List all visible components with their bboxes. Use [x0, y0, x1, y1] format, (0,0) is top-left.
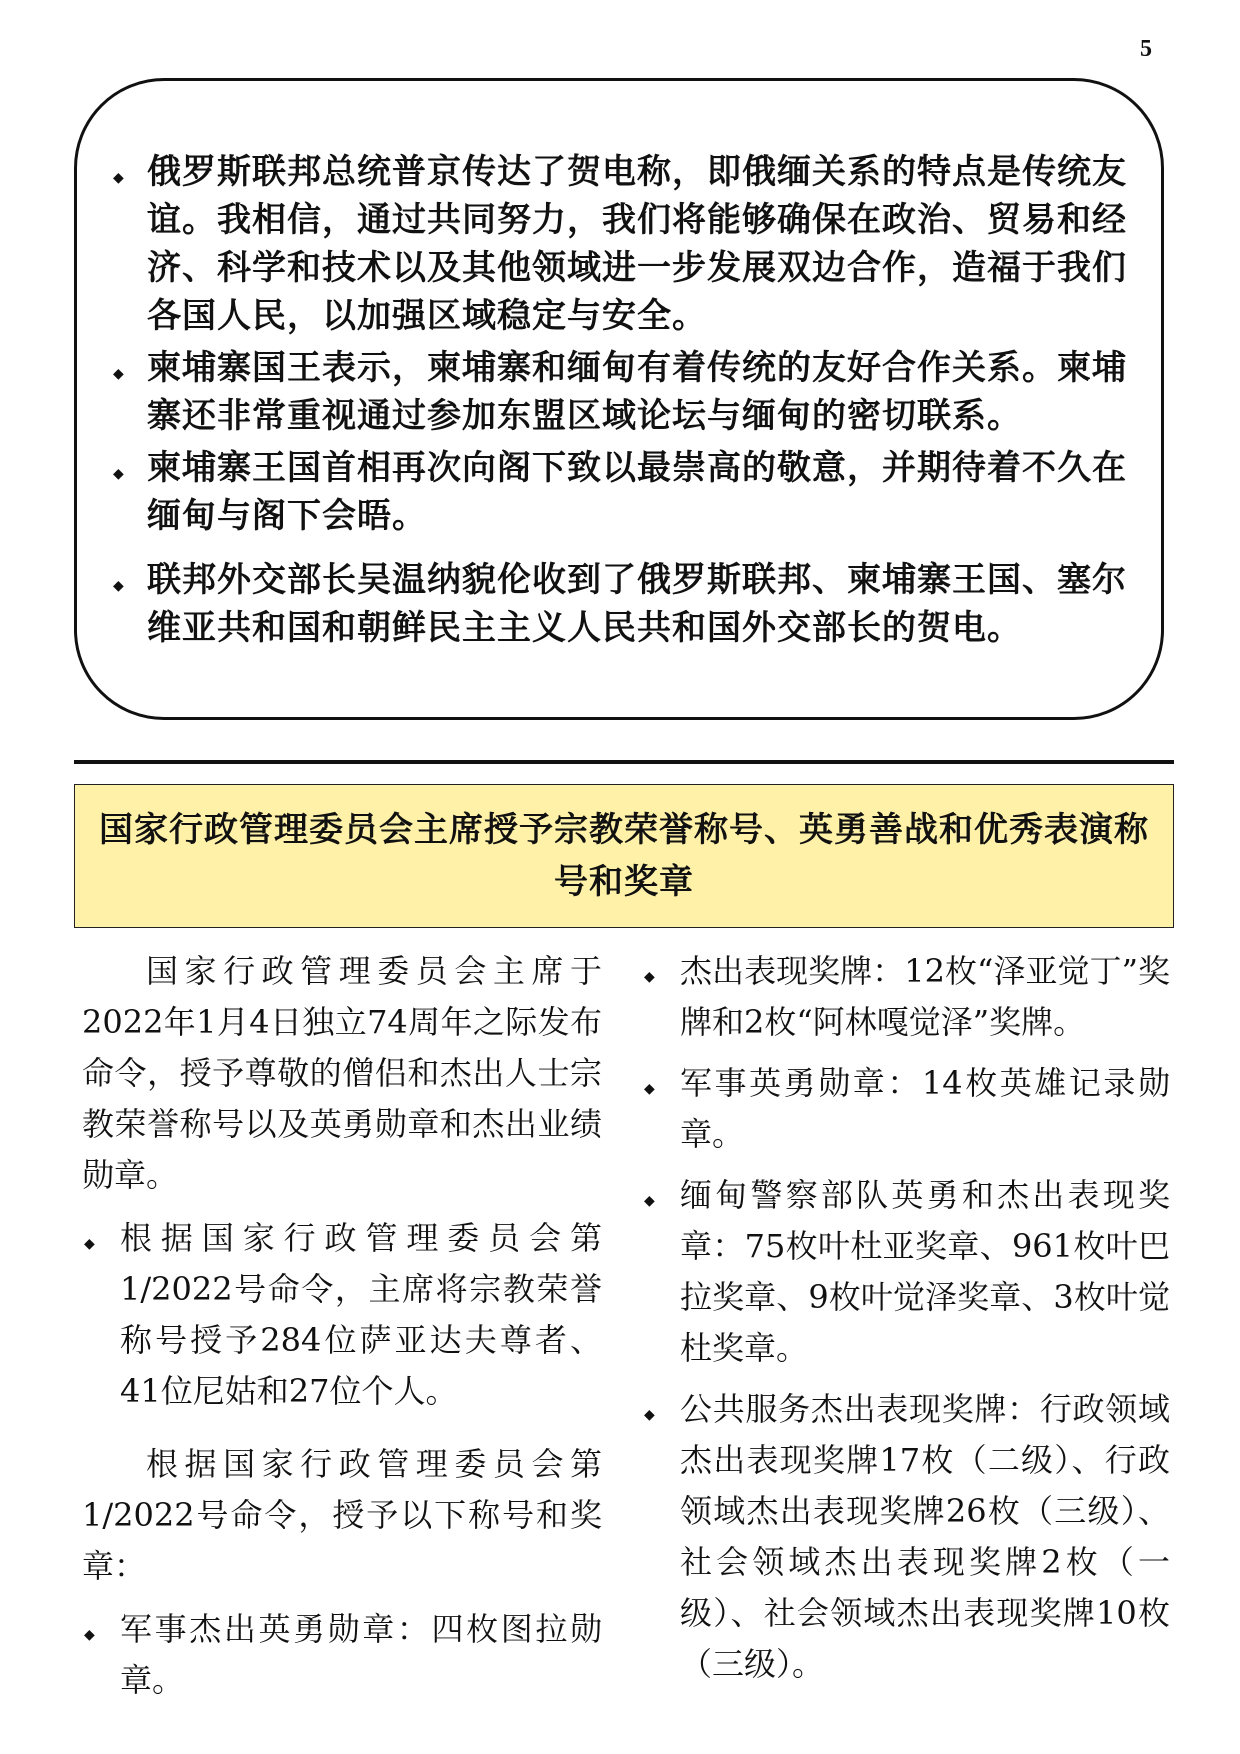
list-item: [642, 946, 1170, 1048]
diamond-bullet-icon: ◆: [113, 366, 125, 382]
right-column: [642, 946, 1170, 1690]
diamond-bullet-icon: ◆: [644, 1407, 655, 1423]
list-item: [113, 444, 1133, 540]
diamond-bullet-icon: ◆: [113, 578, 125, 594]
left-list-1: [82, 1213, 602, 1417]
list-item-text: 公共服务杰出表现奖牌：行政领域杰出表现奖牌17枚（二级）、行政领域杰出表现奖牌26枚（三级）、社会领域杰出表现奖牌2枚（一级）、社会领域杰出表现奖牌10枚（三级）。: [680, 1390, 1170, 1683]
diamond-bullet-icon: ◆: [113, 170, 125, 186]
list-item: [642, 1384, 1170, 1690]
section-divider: [74, 760, 1174, 764]
list-item-text: 军事杰出英勇勋章：四枚图拉勋章。: [120, 1610, 602, 1699]
awards-list: [642, 946, 1170, 1690]
list-item: [642, 1058, 1170, 1160]
list-item: [82, 1604, 602, 1706]
diamond-bullet-icon: ◆: [644, 1081, 655, 1097]
list-item-text: 联邦外交部长吴温纳貌伦收到了俄罗斯联邦、柬埔寨王国、塞尔维亚共和国和朝鲜民主主义人民共和国外交部长的贺电。: [147, 560, 1127, 648]
order-paragraph: 根据国家行政管理委员会第1/2022号命令，授予以下称号和奖章：: [82, 1445, 602, 1585]
intro-paragraph: 国家行政管理委员会主席于2022年1月4日独立74周年之际发布命令，授予尊敬的僧侣和杰出人士宗教荣誉称号以及英勇勋章和杰出业绩勋章。: [82, 952, 602, 1194]
diamond-bullet-icon: ◆: [84, 1627, 95, 1643]
left-column: [82, 946, 602, 1706]
diamond-bullet-icon: ◆: [84, 1236, 95, 1252]
list-item-text: 俄罗斯联邦总统普京传达了贺电称，即俄缅关系的特点是传统友谊。我相信，通过共同努力，我们将能够确保在政治、贸易和经济、科学和技术以及其他领域进一步发展双边合作，造福于我们各国人民，以加强区域稳定与安全。: [147, 152, 1127, 336]
diamond-bullet-icon: ◆: [644, 969, 655, 985]
list-item: [642, 1170, 1170, 1374]
greetings-list: [113, 148, 1133, 652]
list-item: [113, 148, 1133, 340]
list-item: [113, 344, 1133, 440]
left-list-2: [82, 1604, 602, 1706]
headline-box: [74, 784, 1174, 928]
list-item-text: 柬埔寨国王表示，柬埔寨和缅甸有着传统的友好合作关系。柬埔寨还非常重视通过参加东盟区域论坛与缅甸的密切联系。: [147, 348, 1127, 436]
list-item-text: 杰出表现奖牌：12枚“泽亚觉丁”奖牌和2枚“阿林嘎觉泽”奖牌。: [680, 952, 1170, 1041]
article-headline: 国家行政管理委员会主席授予宗教荣誉称号、英勇善战和优秀表演称号和奖章: [99, 810, 1149, 902]
list-item: [113, 556, 1133, 652]
diamond-bullet-icon: ◆: [113, 466, 125, 482]
diamond-bullet-icon: ◆: [644, 1193, 655, 1209]
list-item-text: 缅甸警察部队英勇和杰出表现奖章：75枚叶杜亚奖章、961枚叶巴拉奖章、9枚叶觉泽奖章、3枚叶觉杜奖章。: [680, 1176, 1170, 1367]
page-number: 5: [1140, 36, 1152, 62]
list-item-text: 柬埔寨王国首相再次向阁下致以最崇高的敬意，并期待着不久在缅甸与阁下会晤。: [147, 448, 1127, 536]
list-item-text: 军事英勇勋章：14枚英雄记录勋章。: [680, 1064, 1170, 1153]
list-item-text: 根据国家行政管理委员会第1/2022号命令，主席将宗教荣誉称号授予284位萨亚达夫尊者、41位尼姑和27位个人。: [120, 1219, 602, 1410]
list-item: [82, 1213, 602, 1417]
